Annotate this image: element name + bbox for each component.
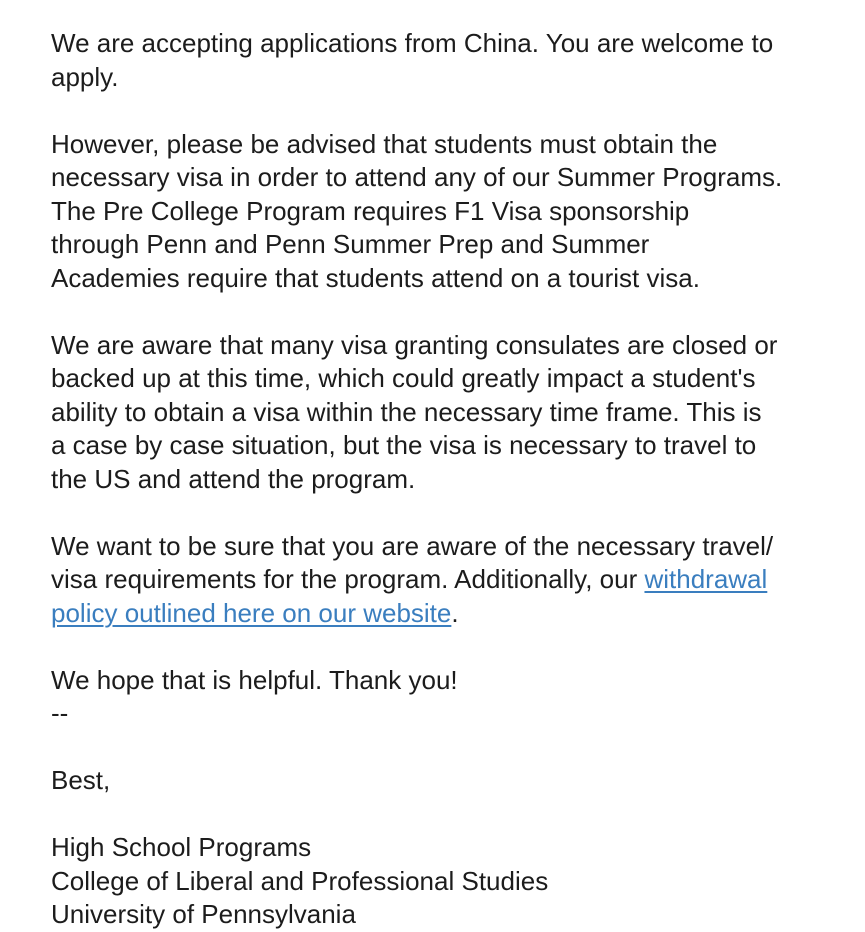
- text-fragment: visa requirements for the program. Additionally, our: [51, 564, 645, 594]
- closing-text: Best,: [51, 765, 111, 795]
- text-line: We are accepting applications from China. You are welcome to: [51, 28, 774, 58]
- paragraph-application: [51, 27, 841, 94]
- text-line: a case by case situation, but the visa is necessary to travel to: [51, 430, 757, 460]
- paragraph-spacer: [51, 630, 841, 664]
- withdrawal-policy-link-continued[interactable]: policy outlined here on our website: [51, 597, 452, 628]
- text-line: [51, 597, 841, 631]
- signature-line: College of Liberal and Professional Studies: [51, 865, 549, 896]
- thank-you-line: We hope that is helpful. Thank you!: [51, 664, 458, 695]
- paragraph-visa-requirement: [51, 128, 841, 296]
- text-line: We want to be sure that you are aware of the necessary travel/: [51, 530, 774, 561]
- text-line: backed up at this time, which could greatly impact a student's: [51, 363, 756, 393]
- text-fragment: .: [451, 597, 459, 628]
- text-line: through Penn and Penn Summer Prep and Summer: [51, 229, 650, 259]
- signature-separator: --: [51, 698, 69, 728]
- text-line: the US and attend the program.: [51, 463, 416, 494]
- paragraph-consulates: [51, 329, 841, 497]
- text-line: Academies require that students attend on a tourist visa.: [51, 262, 700, 293]
- paragraph-spacer: [51, 798, 841, 832]
- signature-line: High School Programs: [51, 832, 312, 862]
- paragraph-spacer: [51, 295, 841, 329]
- signature-line: University of Pennsylvania: [51, 899, 356, 929]
- email-body: [51, 27, 841, 932]
- text-line: necessary visa in order to attend any of our Summer Programs.: [51, 162, 783, 192]
- paragraph-withdrawal-policy: [51, 530, 841, 631]
- text-line: However, please be advised that students must obtain the: [51, 128, 718, 159]
- text-line: ability to obtain a visa within the necessary time frame. This is: [51, 396, 762, 427]
- text-line: [51, 563, 841, 597]
- text-line: apply.: [51, 61, 119, 92]
- paragraph-spacer: [51, 496, 841, 530]
- paragraph-spacer: [51, 94, 841, 128]
- text-line: The Pre College Program requires F1 Visa sponsorship: [51, 195, 690, 226]
- withdrawal-policy-link[interactable]: withdrawal: [644, 564, 768, 594]
- signature-block: [51, 831, 841, 932]
- text-line: We are aware that many visa granting consulates are closed or: [51, 329, 778, 360]
- paragraph-spacer: [51, 731, 841, 765]
